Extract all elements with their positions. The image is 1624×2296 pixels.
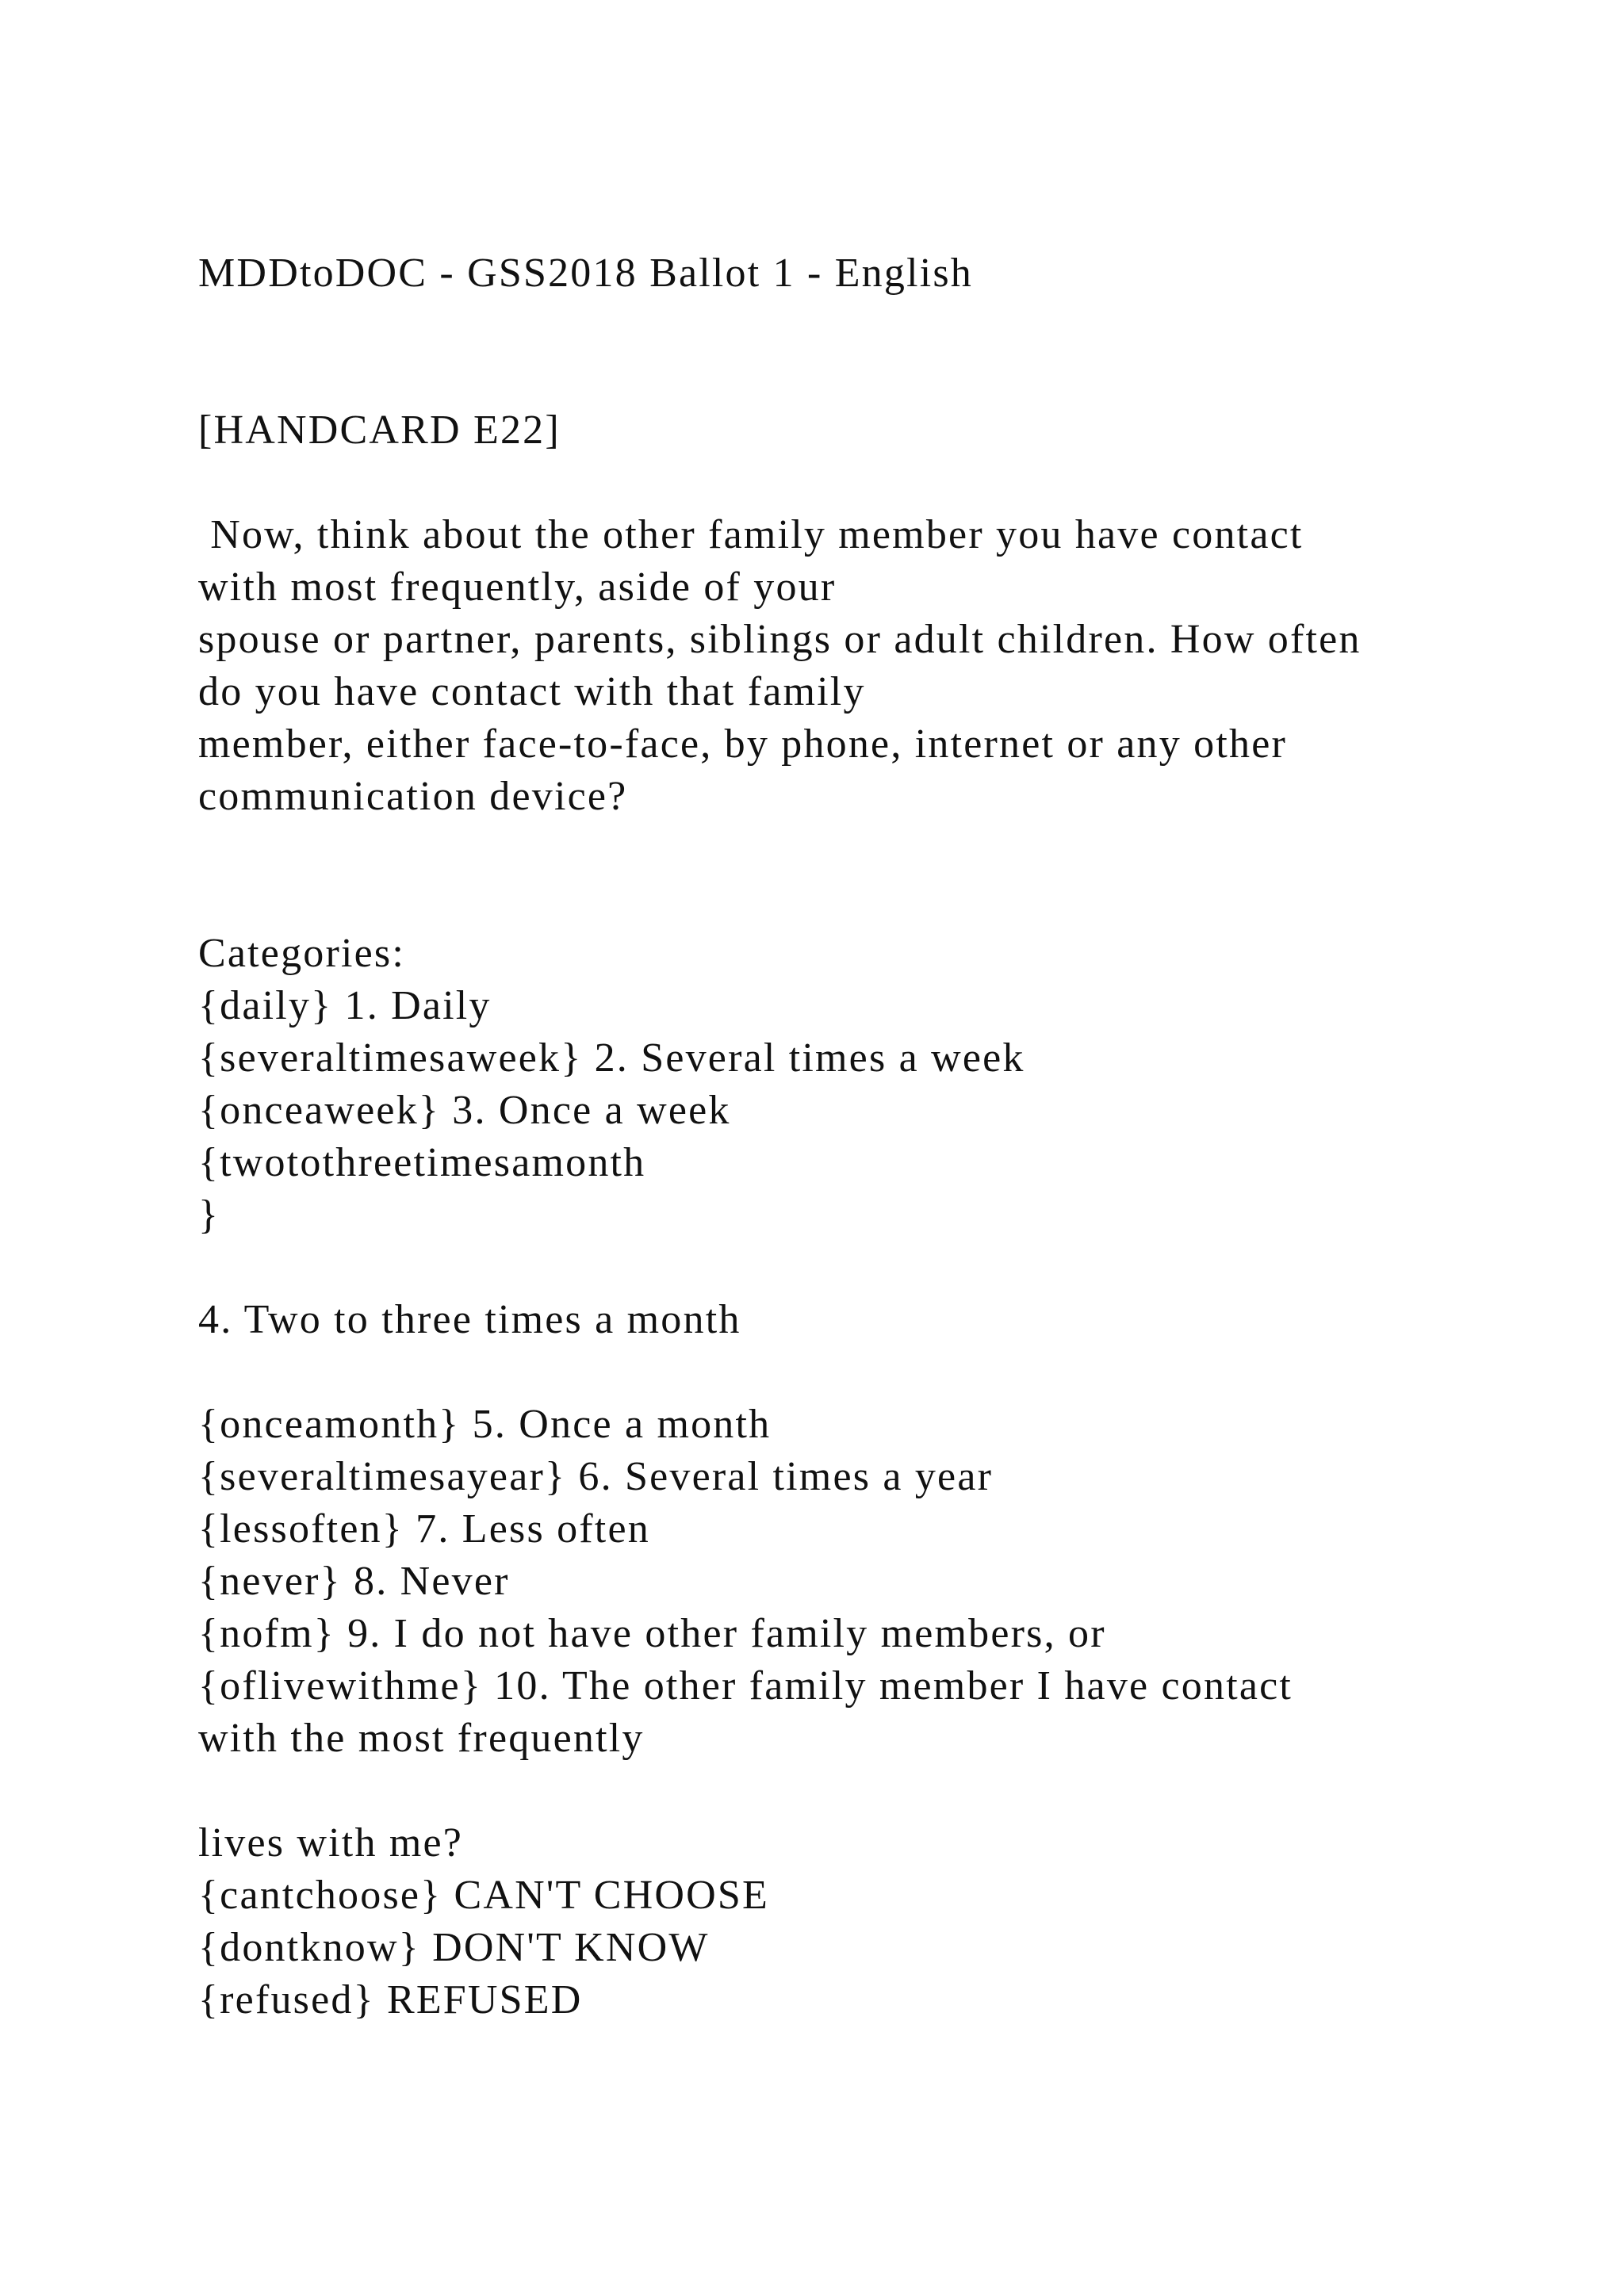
category-list [198,980,1546,2026]
category-item: 4. Two to three times a month [198,1297,741,1342]
category-item: {cantchoose} CAN'T CHOOSE [198,1873,769,1918]
spacer [198,457,1546,509]
spacer [198,300,1546,404]
category-item: {severaltimesayear} 6. Several times a year [198,1454,994,1499]
category-item: {nofm} 9. I do not have other family members, or [198,1611,1106,1656]
question-line: with most frequently, aside of your [198,564,837,610]
spacer [198,1765,1546,1817]
question-line: member, either face-to-face, by phone, internet or any other [198,721,1287,767]
category-item: {refused} REFUSED [198,1977,583,2022]
category-item: {oflivewithme} 10. The other family member I have contact [198,1663,1293,1709]
handcard-label: [HANDCARD E22] [198,408,561,453]
spacer [198,1242,1546,1294]
category-item: lives with me? [198,1820,464,1866]
category-item: {daily} 1. Daily [198,983,492,1028]
category-item: {lessoften} 7. Less often [198,1506,650,1552]
category-item: {severaltimesaweek} 2. Several times a week [198,1035,1025,1081]
question-line: communication device? [198,774,628,819]
document-body [198,247,1546,2026]
categories-heading: Categories: [198,931,406,976]
category-item: with the most frequently [198,1716,645,1761]
category-item: {onceamonth} 5. Once a month [198,1402,772,1447]
spacer [198,1346,1546,1399]
question-line: Now, think about the other family member you have contact [198,512,1304,557]
question-line: spouse or partner, parents, siblings or adult children. How often [198,617,1362,662]
category-item: {dontknow} DON'T KNOW [198,1925,710,1970]
question-text [198,509,1546,823]
category-item: {twotothreetimesamonth [198,1140,646,1185]
document-title: MDDtoDOC - GSS2018 Ballot 1 - English [198,251,974,296]
category-item: {never} 8. Never [198,1559,510,1604]
category-item: {onceaweek} 3. Once a week [198,1088,731,1133]
question-line: do you have contact with that family [198,669,866,714]
spacer [198,823,1546,928]
category-item: } [198,1192,220,1238]
